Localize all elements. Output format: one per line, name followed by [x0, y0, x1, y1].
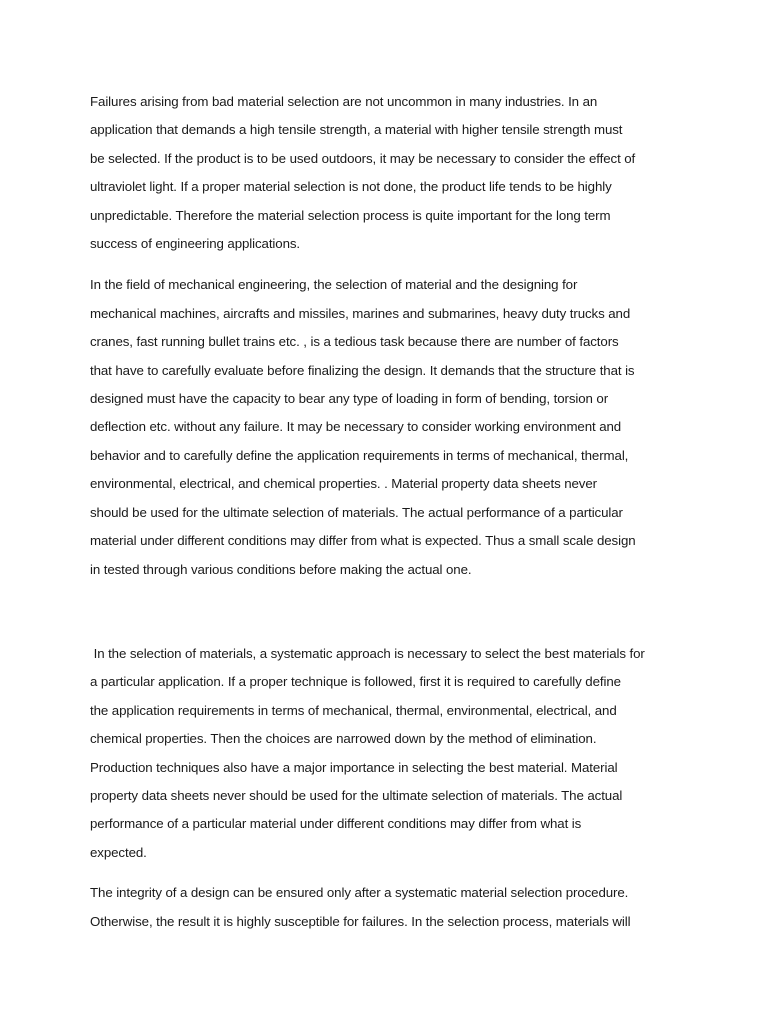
paragraph-systematic-approach	[90, 640, 680, 867]
text-line: be selected. If the product is to be used outdoors, it may be necessary to consider the effect of	[90, 150, 636, 166]
text-line: chemical properties. Then the choices are narrowed down by the method of elimination.	[90, 731, 597, 747]
text-line: that have to carefully evaluate before finalizing the design. It demands that the structure that is	[90, 362, 635, 378]
text-line: environmental, electrical, and chemical properties. . Material property data sheets never	[90, 476, 597, 492]
text-line: unpredictable. Therefore the material selection process is quite important for the long term	[90, 207, 611, 223]
text-line: mechanical machines, aircrafts and missiles, marines and submarines, heavy duty trucks and	[90, 305, 631, 321]
paragraph-design-integrity	[90, 879, 680, 936]
text-line: Otherwise, the result it is highly susceptible for failures. In the selection process, materials will	[90, 913, 631, 929]
text-line: Production techniques also have a major importance in selecting the best material. Material	[90, 759, 618, 775]
text-line: behavior and to carefully define the application requirements in terms of mechanical, thermal,	[90, 447, 629, 463]
text-line: In the selection of materials, a systematic approach is necessary to select the best materials for	[90, 645, 645, 661]
text-line: in tested through various conditions before making the actual one.	[90, 561, 472, 577]
text-line: a particular application. If a proper technique is followed, first it is required to carefully define	[90, 674, 621, 690]
text-line: property data sheets never should be used for the ultimate selection of materials. The actual	[90, 787, 623, 803]
text-line: Failures arising from bad material selection are not uncommon in many industries. In an	[90, 94, 598, 109]
text-line: In the field of mechanical engineering, the selection of material and the designing for	[90, 277, 578, 293]
text-line: deflection etc. without any failure. It may be necessary to consider working environment and	[90, 419, 622, 435]
text-line: The integrity of a design can be ensured only after a systematic material selection procedure.	[90, 885, 629, 901]
text-line: should be used for the ultimate selection of materials. The actual performance of a particular	[90, 504, 623, 520]
text-line: material under different conditions may differ from what is expected. Thus a small scale design	[90, 533, 636, 549]
paragraph-mechanical-engineering	[90, 271, 680, 583]
text-line: expected.	[90, 844, 147, 860]
text-line: designed must have the capacity to bear any type of loading in form of bending, torsion or	[90, 391, 609, 407]
text-line: performance of a particular material under different conditions may differ from what is	[90, 816, 582, 832]
text-line: ultraviolet light. If a proper material selection is not done, the product life tends to be highly	[90, 179, 612, 195]
text-line: cranes, fast running bullet trains etc. , is a tedious task because there are number of factors	[90, 334, 619, 350]
text-line: success of engineering applications.	[90, 236, 301, 252]
text-line: application that demands a high tensile strength, a material with higher tensile strength must	[90, 122, 623, 138]
paragraph-material-failures	[90, 88, 680, 258]
text-line: the application requirements in terms of mechanical, thermal, environmental, electrical, and	[90, 702, 617, 718]
document-page	[90, 88, 680, 936]
